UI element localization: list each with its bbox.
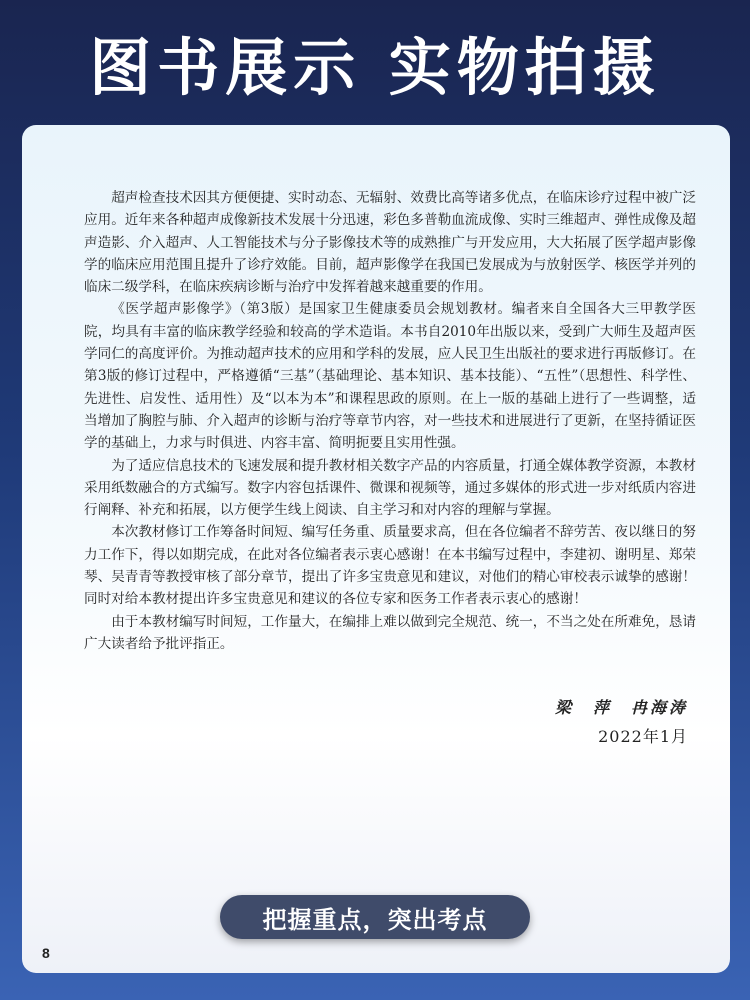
preface-paragraph-4: 本次教材修订工作筹备时间短、编写任务重、质量要求高，但在各位编者不辞劳苦、夜以继日的努力工作下，得以如期完成，在此对各位编者表示衷心感谢！在本书编写过程中，李建初、谢明星、郑荣琴、吴青青等教授审核了部分章节，提出了许多宝贵意见和建议，对他们的精心审校表示诚挚的感谢！同时对给本教材提出许多宝贵意见和建议的各位专家和医务工作者表示衷心的感谢！ [84, 524, 696, 608]
book-page-photo [22, 125, 730, 973]
preface-paragraph-1: 超声检查技术因其方便便捷、实时动态、无辐射、效费比高等诸多优点，在临床诊疗过程中被广泛应用。近年来各种超声成像新技术发展十分迅速，彩色多普勒血流成像、实时三维超声、弹性成像及超声造影、介入超声、人工智能技术与分子影像技术等的成熟推广与开发应用，大大拓展了医学超声影像学的临床应用范围且提升了诊疗效能。目前，超声影像学在我国已发展成为与放射医学、核医学并列的临床二级学科，在临床疾病诊断与治疗中发挥着越来越重要的作用。 [84, 190, 696, 296]
preface-paragraph-5: 由于本教材编写时间短，工作量大，在编排上难以做到完全规范、统一，不当之处在所难免，恳请广大读者给予批评指正。 [84, 613, 696, 652]
page-number: 8 [42, 945, 50, 961]
preface-text [84, 187, 696, 655]
signature-authors: 梁 萍 冉海涛 [554, 698, 688, 717]
preface-paragraph-3: 为了适应信息技术的飞速发展和提升教材相关数字产品的内容质量，打通全媒体教学资源，本教材采用纸数融合的方式编写。数字内容包括课件、微课和视频等，通过多媒体的形式进一步对纸质内容进行阐释、补充和拓展，以方便学生线上阅读、自主学习和对内容的理解与掌握。 [84, 457, 696, 519]
signature-date: 2022年1月 [598, 727, 688, 746]
highlight-badge-label: 把握重点，突出考点 [262, 905, 488, 934]
preface-paragraph-2: 《医学超声影像学》（第3版）是国家卫生健康委员会规划教材。编者来自全国各大三甲教学医院，均具有丰富的临床教学经验和较高的学术造诣。本书自2010年出版以来，受到广大师生及超声医学同仁的高度评价。为推动超声技术的应用和学科的发展，应人民卫生出版社的要求进行再版修订。在第3版的修订过程中，严格遵循“三基”（基础理论、基本知识、基本技能）、“五性”（思想性、科学性、先进性、启发性、适用性）及“以本为本”和课程思政的原则。在上一版的基础上进行了一些调整，适当增加了胸腔与肺、介入超声的诊断与治疗等章节内容，对一些技术和进展进行了更新，在坚持循证医学的基础上，力求与时俱进、内容丰富、简明扼要且实用性强。 [84, 301, 696, 452]
banner [0, 0, 750, 125]
signature-block [555, 695, 688, 753]
banner-title: 图书展示 实物拍摄 [89, 31, 661, 104]
highlight-badge [220, 895, 530, 939]
